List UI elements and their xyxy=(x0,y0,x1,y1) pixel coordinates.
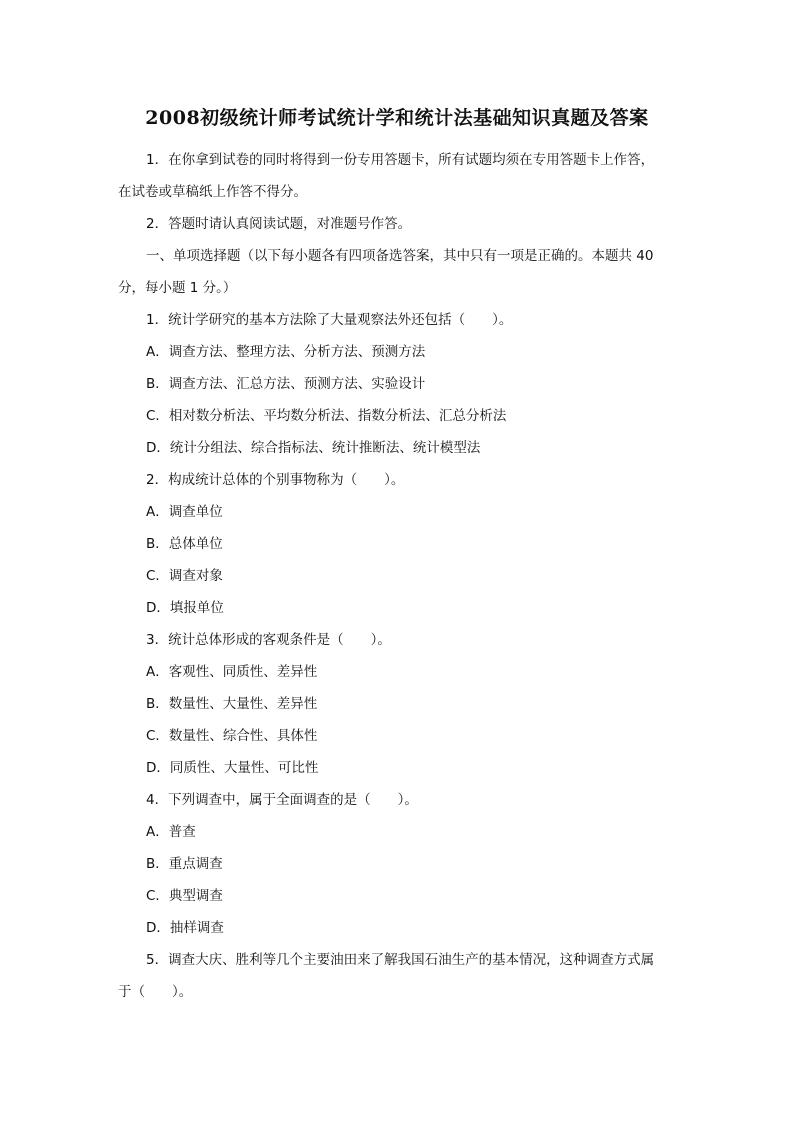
question-line: 2．构成统计总体的个别事物称为（ ）。 xyxy=(146,472,405,488)
paragraph-line: 在试卷或草稿纸上作答不得分。 xyxy=(118,184,307,200)
option-line: B．调查方法、汇总方法、预测方法、实验设计 xyxy=(146,376,426,392)
option-line: D．填报单位 xyxy=(146,600,224,616)
paragraph-line: 分，每小题 1 分。） xyxy=(118,280,237,296)
question-line: 5．调查大庆、胜利等几个主要油田来了解我国石油生产的基本情况，这种调查方式属 xyxy=(146,952,655,968)
option-line: C．调查对象 xyxy=(146,568,223,584)
option-line: A．调查方法、整理方法、分析方法、预测方法 xyxy=(146,344,426,360)
option-line: C．相对数分析法、平均数分析法、指数分析法、汇总分析法 xyxy=(146,408,507,424)
option-line: C．数量性、综合性、具体性 xyxy=(146,728,318,744)
document-title: 2008初级统计师考试统计学和统计法基础知识真题及答案 xyxy=(145,107,649,129)
paragraph-line: 2．答题时请认真阅读试题，对准题号作答。 xyxy=(146,216,412,232)
option-line: A．调查单位 xyxy=(146,504,223,520)
paragraph-line: 1．在你拿到试卷的同时将得到一份专用答题卡，所有试题均须在专用答题卡上作答， xyxy=(146,152,655,168)
option-line: D．统计分组法、综合指标法、统计推断法、统计模型法 xyxy=(146,440,481,456)
option-line: C．典型调查 xyxy=(146,888,223,904)
option-line: D．抽样调查 xyxy=(146,920,224,936)
document-body xyxy=(118,150,678,1014)
question-line: 3．统计总体形成的客观条件是（ ）。 xyxy=(146,632,391,648)
option-line: A．客观性、同质性、差异性 xyxy=(146,664,318,680)
option-line: A．普查 xyxy=(146,824,196,840)
question-line: 4．下列调查中，属于全面调查的是（ ）。 xyxy=(146,792,418,808)
option-line: B．重点调查 xyxy=(146,856,223,872)
question-line: 于（ ）。 xyxy=(118,984,193,1000)
paragraph-line: 一、单项选择题（以下每小题各有四项备选答案，其中只有一项是正确的。本题共 40 xyxy=(146,248,654,264)
question-line: 1．统计学研究的基本方法除了大量观察法外还包括（ ）。 xyxy=(146,312,513,328)
option-line: B．总体单位 xyxy=(146,536,223,552)
option-line: B．数量性、大量性、差异性 xyxy=(146,696,318,712)
option-line: D．同质性、大量性、可比性 xyxy=(146,760,319,776)
